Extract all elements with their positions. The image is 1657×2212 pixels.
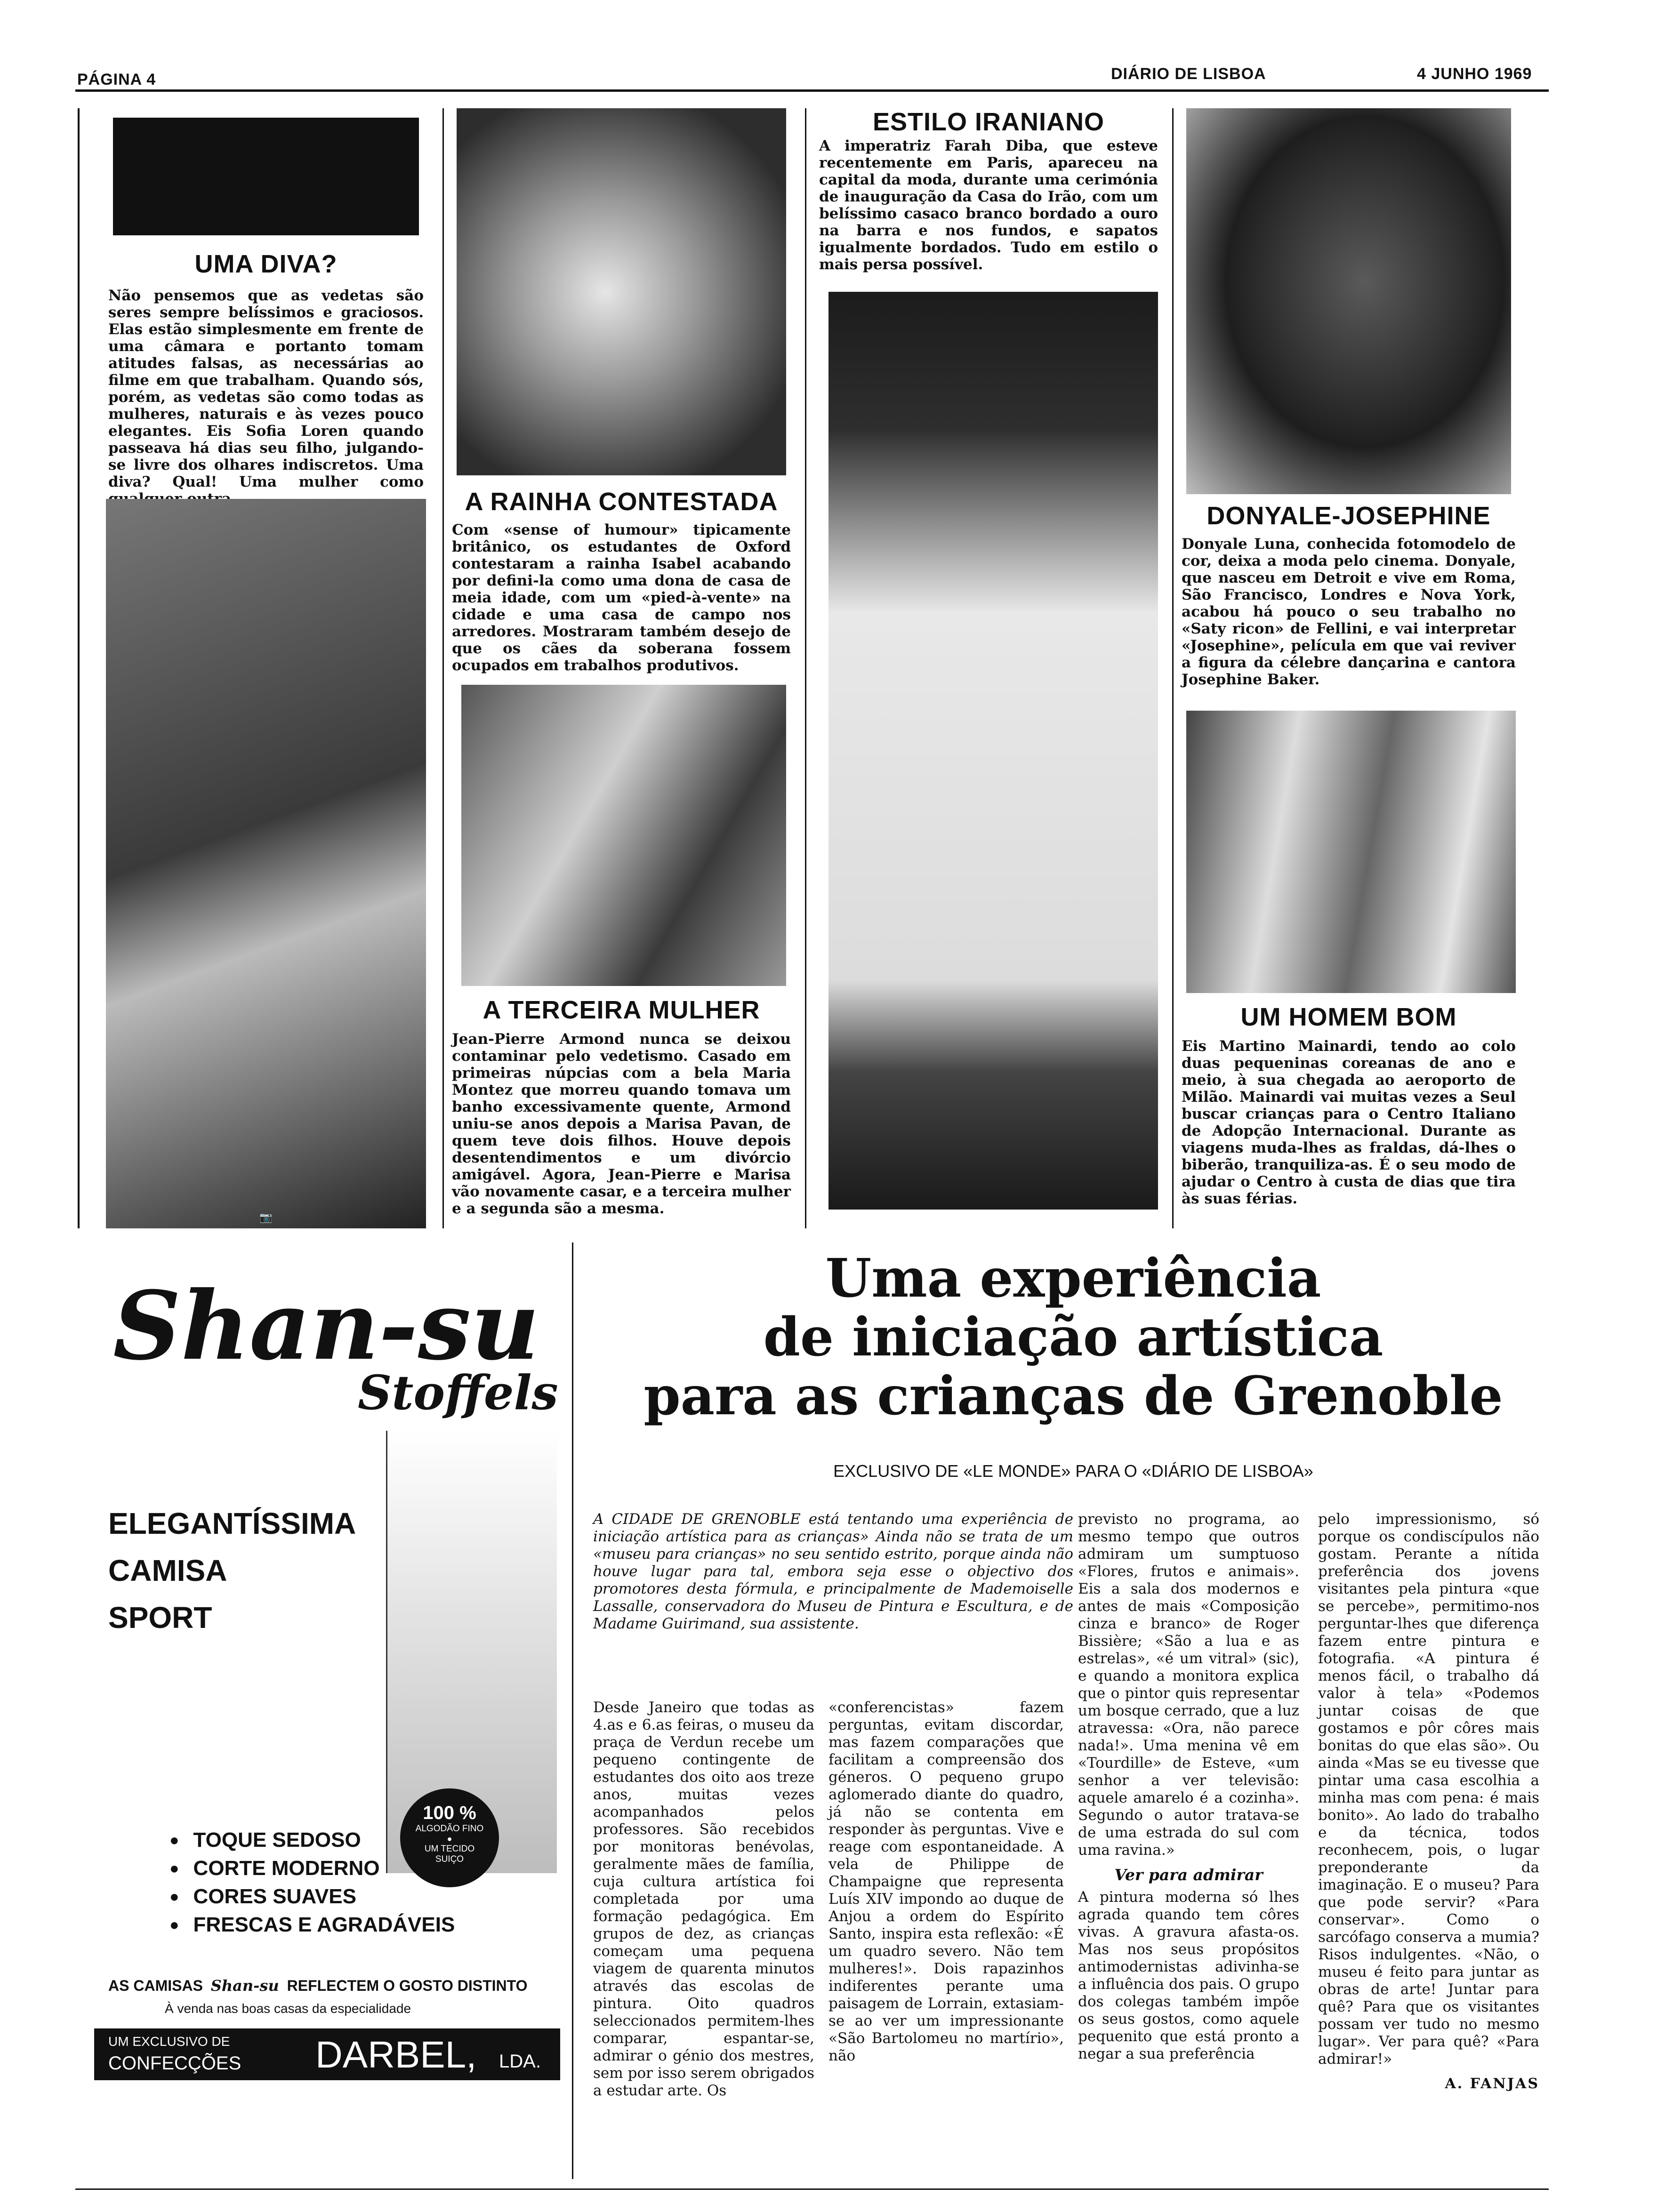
badge-swiss: UM TECIDO SUIÇO [424, 1844, 475, 1864]
tagline-end: REFLECTEM O GOSTO DISTINTO [287, 1977, 528, 1994]
headline-homem-bom: UM HOMEM BOM [1240, 1003, 1457, 1031]
photo-queen-elizabeth [457, 108, 786, 475]
story-text-donyale: Donyale Luna, conhecida fotomodelo de cor, deixa a moda pelo cinema. Donyale, que nasceu em Detroit e vive em Roma, São Francisco, Londres e Nova York, acabou há pouco o seu trabalho no «Saty ricon» de Fellini, e vai interpretar «Josephine», película em que vai reviver a figura da célebre dançarina e cantora Josephine Baker. [1182, 536, 1516, 688]
article-signature: A. FANJAS [1445, 2076, 1539, 2092]
column-divider [1172, 108, 1174, 1228]
photo-donyale-luna [1186, 108, 1511, 494]
tagline-start: AS CAMISAS [108, 1977, 203, 1994]
article-subhead: Ver para admirar [1114, 1866, 1263, 1884]
footer-rule [75, 2188, 1549, 2190]
badge-percent: 100 % [423, 1803, 476, 1823]
black-banner-box [113, 118, 419, 235]
headline-donyale-josephine: DONYALE-JOSEPHINE [1207, 502, 1491, 530]
photo-sofia-loren: 📷 [106, 499, 426, 1228]
headline-terceira-mulher: A TERCEIRA MULHER [483, 996, 760, 1024]
ad-feature-list [169, 1826, 455, 1939]
ad-brand-sub: Stoffels [358, 1365, 558, 1420]
ad-sold-text: À venda nas boas casas da especialidade [165, 2001, 411, 2016]
ad-darbel-banner [94, 2028, 560, 2080]
article-col-1: Desde Janeiro que todas as 4.as e 6.as feiras, o museu da praça de Verdun recebe um pequeno contingente de estudantes dos oito aos treze anos, muitas vezes acompanhados pelos professores. São recebidos por monitoras benévolas, geralmente mães de família, cuja cultura artística foi completada por uma formação pedagógica. Em grupos de dez, as crianças começam uma pequena viagem de quarenta minutos através das escolas de pintura. Oito quadros seleccionados permitem-lhes comparar, espantar-se, admirar o génio dos mestres, sem por isso serem obrigados a estudar arte. Os [593, 1699, 814, 2099]
headline-uma-diva: UMA DIVA? [194, 250, 338, 278]
newspaper-name: DIÁRIO DE LISBOA [1111, 65, 1266, 83]
ad-headline-2: CAMISA [108, 1554, 227, 1587]
ad-feature: ● FRESCAS E AGRADÁVEIS [169, 1911, 455, 1939]
article-col-2: «conferencistas» fazem perguntas, evitam discordar, mas fazem comparações que facilitam a compreensão dos géneros. O pequeno grupo aglomerado diante do quadro, já não se contenta em responder às perguntas. Vive e reage com espontaneidade. A vela de Philippe de Champaigne que representa Luís XIV impondo ao duque de Anjou a ordem do Espírito Santo, inspira esta reflexão: «É um quadro severo. Não tem mulheres!». Dois rapazinhos indiferentes perante uma paisagem de Lorrain, extasiam-se ao ver um impressionante «São Bartolomeu no martírio», não [828, 1699, 1064, 2064]
article-title-line-1: Uma experiência [825, 1248, 1321, 1309]
tagline-brand: Shan-su [210, 1977, 279, 1995]
page-number: PÁGINA 4 [77, 71, 156, 88]
headline-rainha-contestada: A RAINHA CONTESTADA [465, 488, 778, 516]
ad-headline-1: ELEGANTÍSSIMA [108, 1507, 356, 1540]
ad-brand-logo: Shan-su [113, 1271, 539, 1381]
header-rule [75, 89, 1549, 92]
ad-feature: ● CORES SUAVES [169, 1883, 455, 1911]
photo-jean-pierre-armond [461, 685, 786, 986]
column-divider [805, 108, 806, 1228]
photo-farah-diba [828, 292, 1158, 1210]
article-col-3a: previsto no programa, ao mesmo tempo que outros admiram um sumptuoso «Flores, frutos e animais». Eis a sala dos modernos e antes de mais «Composição cinza e branco» de Roger Bissière; «São a lua e as estrelas», «é um vitral» (sic), e quando a monitora explica que o pintor quis representar um bosque cerrado, que a luz atravessa: «Ora, não parece nada!». Uma menina vê em «Tourdille» de Esteve, «um senhor a ver televisão: aquele amarelo é a cozinha». Segundo o autor tratava-se de uma estrada do sul com uma ravina.» [1078, 1511, 1299, 1859]
column-divider [78, 108, 80, 1228]
badge-cotton: ALGODÃO FINO [415, 1824, 484, 1834]
darbel-lda: LDA. [499, 2051, 541, 2072]
article-col-3b: A pintura moderna só lhes agrada quando tem côres vivas. A gravura afasta-os. Mas nos seus propósitos antimodernistas adivinha-se a influência dos pais. O grupo dos colegas também impõe os seus gostos, como aquele pequenito que está pronto a negar a sua preferência [1078, 1889, 1299, 2062]
ad-divider [572, 1242, 573, 2179]
story-text-uma-diva: Não pensemos que as vedetas são seres sempre belíssimos e graciosos. Elas estão simplesmente em frente de uma câmara e portanto tomam atitudes falsas, as necessárias ao filme em que trabalham. Quando sós, porém, as vedetas são como todas as mulheres, naturais e às vezes pouco elegantes. Eis Sofia Loren quando passeava há dias seu filho, julgando-se livre dos olhares indiscretos. Uma diva? Qual! Uma mulher como [108, 287, 424, 490]
photo-martino-mainardi [1186, 711, 1516, 993]
ad-feature: ● CORTE MODERNO [169, 1854, 455, 1883]
darbel-confeccoes: CONFECÇÕES [108, 2053, 241, 2074]
darbel-brand: DARBEL, [315, 2034, 477, 2076]
ad-tagline [108, 1977, 527, 1995]
badge-dot: ● [447, 1834, 452, 1843]
headline-estilo-iraniano: ESTILO IRANIANO [872, 108, 1104, 136]
story-text-rainha: Com «sense of humour» tipicamente britânico, os estudantes de Oxford contestaram a rainha Isabel acabando por defini-la como uma dona de casa de meia idade, com um «pied-à-vente» na cidade e uma casa de campo nos arredores. Mostraram também desejo de que os cães da soberana fossem ocupados em trabalhos produtivos. [452, 521, 791, 674]
story-text-homem: Eis Martino Mainardi, tendo ao colo duas pequeninas coreanas de ano e meio, à sua chegada ao aeroporto de Milão. Mainardi vai muitas vezes a Seul buscar crianças para o Centro Italiano de Adopção Internacional. Durante as viagens muda-lhes as fraldas, dá-lhes o biberão, tranquiliza-as. É o seu modo de ajudar o Centro à custa de dias que tira às suas férias. [1182, 1038, 1516, 1207]
article-lead: A CIDADE DE GRENOBLE está tentando uma experiência de iniciação artística para as crianças» Ainda não se trata de um «museu para crianças» no seu sentido estrito, porque ainda não houve lugar para tal, embora seja esse o objectivo dos promotores desta fórmula, e principalmente de Mademoiselle Lassalle, conservadora do Museu de Pintura e Escultura, e de Madame Guirimand, sua assistente. [593, 1511, 1073, 1632]
darbel-exclusive: UM EXCLUSIVO DE [108, 2034, 230, 2049]
article-title-line-2: de iniciação artística [763, 1306, 1384, 1368]
article-exclusive-line: EXCLUSIVO DE «LE MONDE» PARA O «DIÁRIO DE LISBOA» [833, 1461, 1313, 1481]
ad-headline-3: SPORT [108, 1601, 212, 1635]
ad-feature: ● TOQUE SEDOSO [169, 1826, 455, 1854]
article-col-3 [1078, 1511, 1299, 2063]
column-divider [442, 108, 444, 1228]
story-text-estilo: A imperatriz Farah Diba, que esteve recentemente em Paris, apareceu na capital da moda, durante uma cerimónia de inauguração da Casa do Irão, com um belíssimo casaco branco bordado a ouro na barra e nos fundos, e sapatos igualmente bordados. Tudo em estilo o mais persa possível. [819, 137, 1158, 273]
article-title-line-3: para as crianças de Grenoble [643, 1365, 1503, 1427]
story-text-terceira: Jean-Pierre Armond nunca se deixou contaminar pelo vedetismo. Casado em primeiras núpcias com a bela Maria Montez que morreu quando tomava um banho excessivamente quente, Armond uniu-se anos depois a Marisa Pavan, de quem teve dois filhos. Houve depois desentendimentos e um divórcio amigável. Agora, Jean-Pierre e Marisa vão novamente casar, e a terceira mulher e a segunda são a mesma. [452, 1031, 791, 1217]
issue-date: 4 JUNHO 1969 [1417, 65, 1532, 83]
article-col-4-text: pelo impressionismo, só porque os condiscípulos não gostam. Perante a nítida preferência dos jovens visitantes pela pintura «que se percebe», permitimo-nos perguntar-lhes que diferença fazem entre pintura e fotografia. «A pintura é menos fácil, o trabalho dá valor à tela» «Podemos juntar coisas de que gostamos e pôr côres mais bonitas do que elas são». Ou ainda «Mas se eu tivesse que pintar uma casa escolhia a minha mas com pena: é mais bonito». Ao lado do trabalho e da técnica, todos reconhecem, pois, o lugar preponderante da imaginação. E o museu? Para que pode servir? «Para conservar». Como o sarcófago conserva a mumia? Risos indulgentes. «Não, o museu é feito para juntar as obras de arte! Juntar para quê? Para que os visitantes possam ver tudo no mesmo lugar». Ver para quê? «Para admirar!» [1318, 1511, 1539, 2068]
article-col-4 [1318, 1511, 1539, 2092]
